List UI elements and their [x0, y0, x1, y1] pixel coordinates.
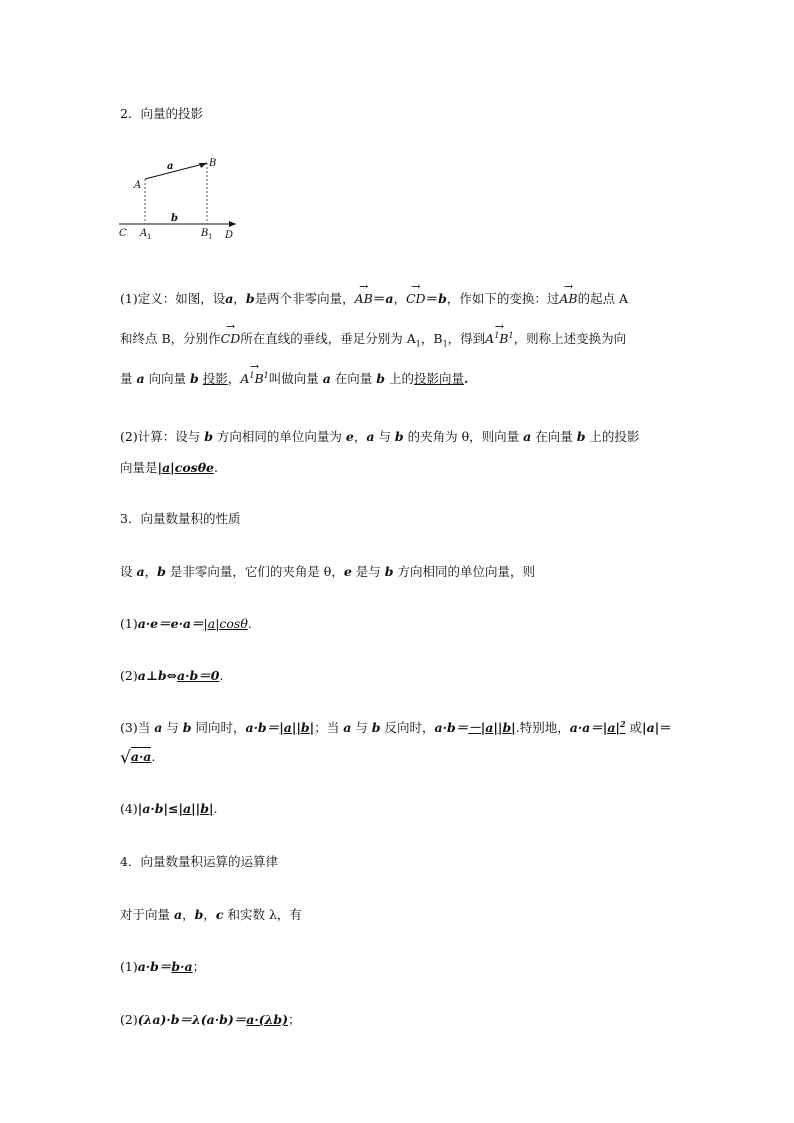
answer-s4-1: b·a: [171, 959, 193, 974]
calc-line-2: 向量是|a|cosθe.: [120, 460, 218, 475]
section-2-heading: 2．向量的投影: [120, 106, 203, 121]
s3-rule-3: (3)当 a 与 b 同向时，a·b＝|a||b|；当 a 与 b 反向时，a·b＝－|a||b|.特别地，$a\cdot a=|a|^2$ 或|a|＝: [120, 718, 672, 735]
vector-A1B1: → $A^1B^1$: [485, 331, 513, 346]
s4-rule-1: (1)a·b＝b·a；: [120, 959, 206, 974]
vector-CD: → CD: [406, 291, 426, 306]
vector-AB: → AB: [355, 291, 373, 306]
answer-s3-1: |a|cosθ: [203, 616, 248, 631]
vector-ab: [145, 163, 207, 179]
vector-CD-2: → CD: [221, 331, 241, 346]
s3-rule-1: (1)a·e＝e·a＝|a|cosθ.: [120, 616, 252, 631]
answer-s3-3a: |a||b|: [279, 720, 315, 735]
section-4-heading: 4．向量数量积运算的运算律: [120, 854, 278, 869]
label-B: B: [209, 158, 217, 169]
s3-rule-4: (4)|a·b|≤|a||b|.: [120, 801, 218, 816]
label-A1: A: [140, 228, 148, 239]
s3-rule-3-cont: √a·a.: [120, 748, 156, 768]
arrow-b: [199, 163, 207, 168]
label-B1-sub: 1: [208, 233, 213, 241]
label-C: C: [119, 228, 127, 239]
definition-line-3: 量 a 向向量 b 投影，→ $A^1B^1$叫做向量 a 在向量 b 上的投影向量.: [120, 369, 468, 387]
label-b-vec: b: [171, 213, 178, 224]
calc-line-1: (2)计算：设与 b 方向相同的单位向量为 e，a 与 b 的夹角为 θ，则向量 a 在向量 b 上的投影: [120, 429, 640, 444]
label-A1-sub: 1: [147, 233, 152, 241]
answer-s3-3b: －|a||b|: [468, 720, 516, 735]
answer-touying: 投影: [202, 371, 228, 386]
definition-line-1: (1)定义：如图，设a，b是两个非零向量，→ AB＝a，→ CD＝b，作如下的变换：过→ AB的起点 A: [120, 289, 628, 307]
s3-intro: 设 a，b 是非零向量，它们的夹角是 θ，e 是与 b 方向相同的单位向量，则: [120, 564, 535, 579]
vector-AB-2: → AB: [559, 291, 577, 306]
projection-figure: [112, 152, 242, 242]
vector-A1B1-2: → $A^1B^1$: [240, 371, 268, 386]
definition-line-2: 和终点 B，分别作→ CD所在直线的垂线，垂足分别为 $A_1$，$B_1$，得到→ $A^1B^1$，则称上述变换为向: [120, 329, 626, 349]
s4-rule-2: (2)(λa)·b＝λ(a·b)＝a·(λb)；: [120, 1012, 301, 1027]
arrow-d: [229, 221, 236, 227]
sqrt-symbol: √: [120, 748, 131, 768]
section-3-heading: 3．向量数量积的性质: [120, 511, 241, 526]
label-a-vec: a: [167, 161, 174, 172]
answer-s3-3c: $|a|^2$: [602, 718, 626, 735]
s4-intro: 对于向量 a，b，c 和实数 λ，有: [120, 907, 302, 922]
answer-projection: |a|cosθe: [157, 460, 214, 475]
answer-s3-3d: a·a: [130, 749, 152, 764]
answer-touying-vector: 投影向量: [414, 371, 465, 386]
label-D: D: [225, 230, 234, 241]
label-B1: B: [201, 228, 209, 239]
s3-rule-2: (2)a⊥b⇔a·b＝0.: [120, 668, 224, 683]
answer-s4-2: a·(λb): [246, 1012, 289, 1027]
answer-s3-4: |a||b|: [178, 801, 214, 816]
answer-s3-2: a·b＝0: [177, 668, 220, 683]
label-A: A: [134, 180, 142, 191]
